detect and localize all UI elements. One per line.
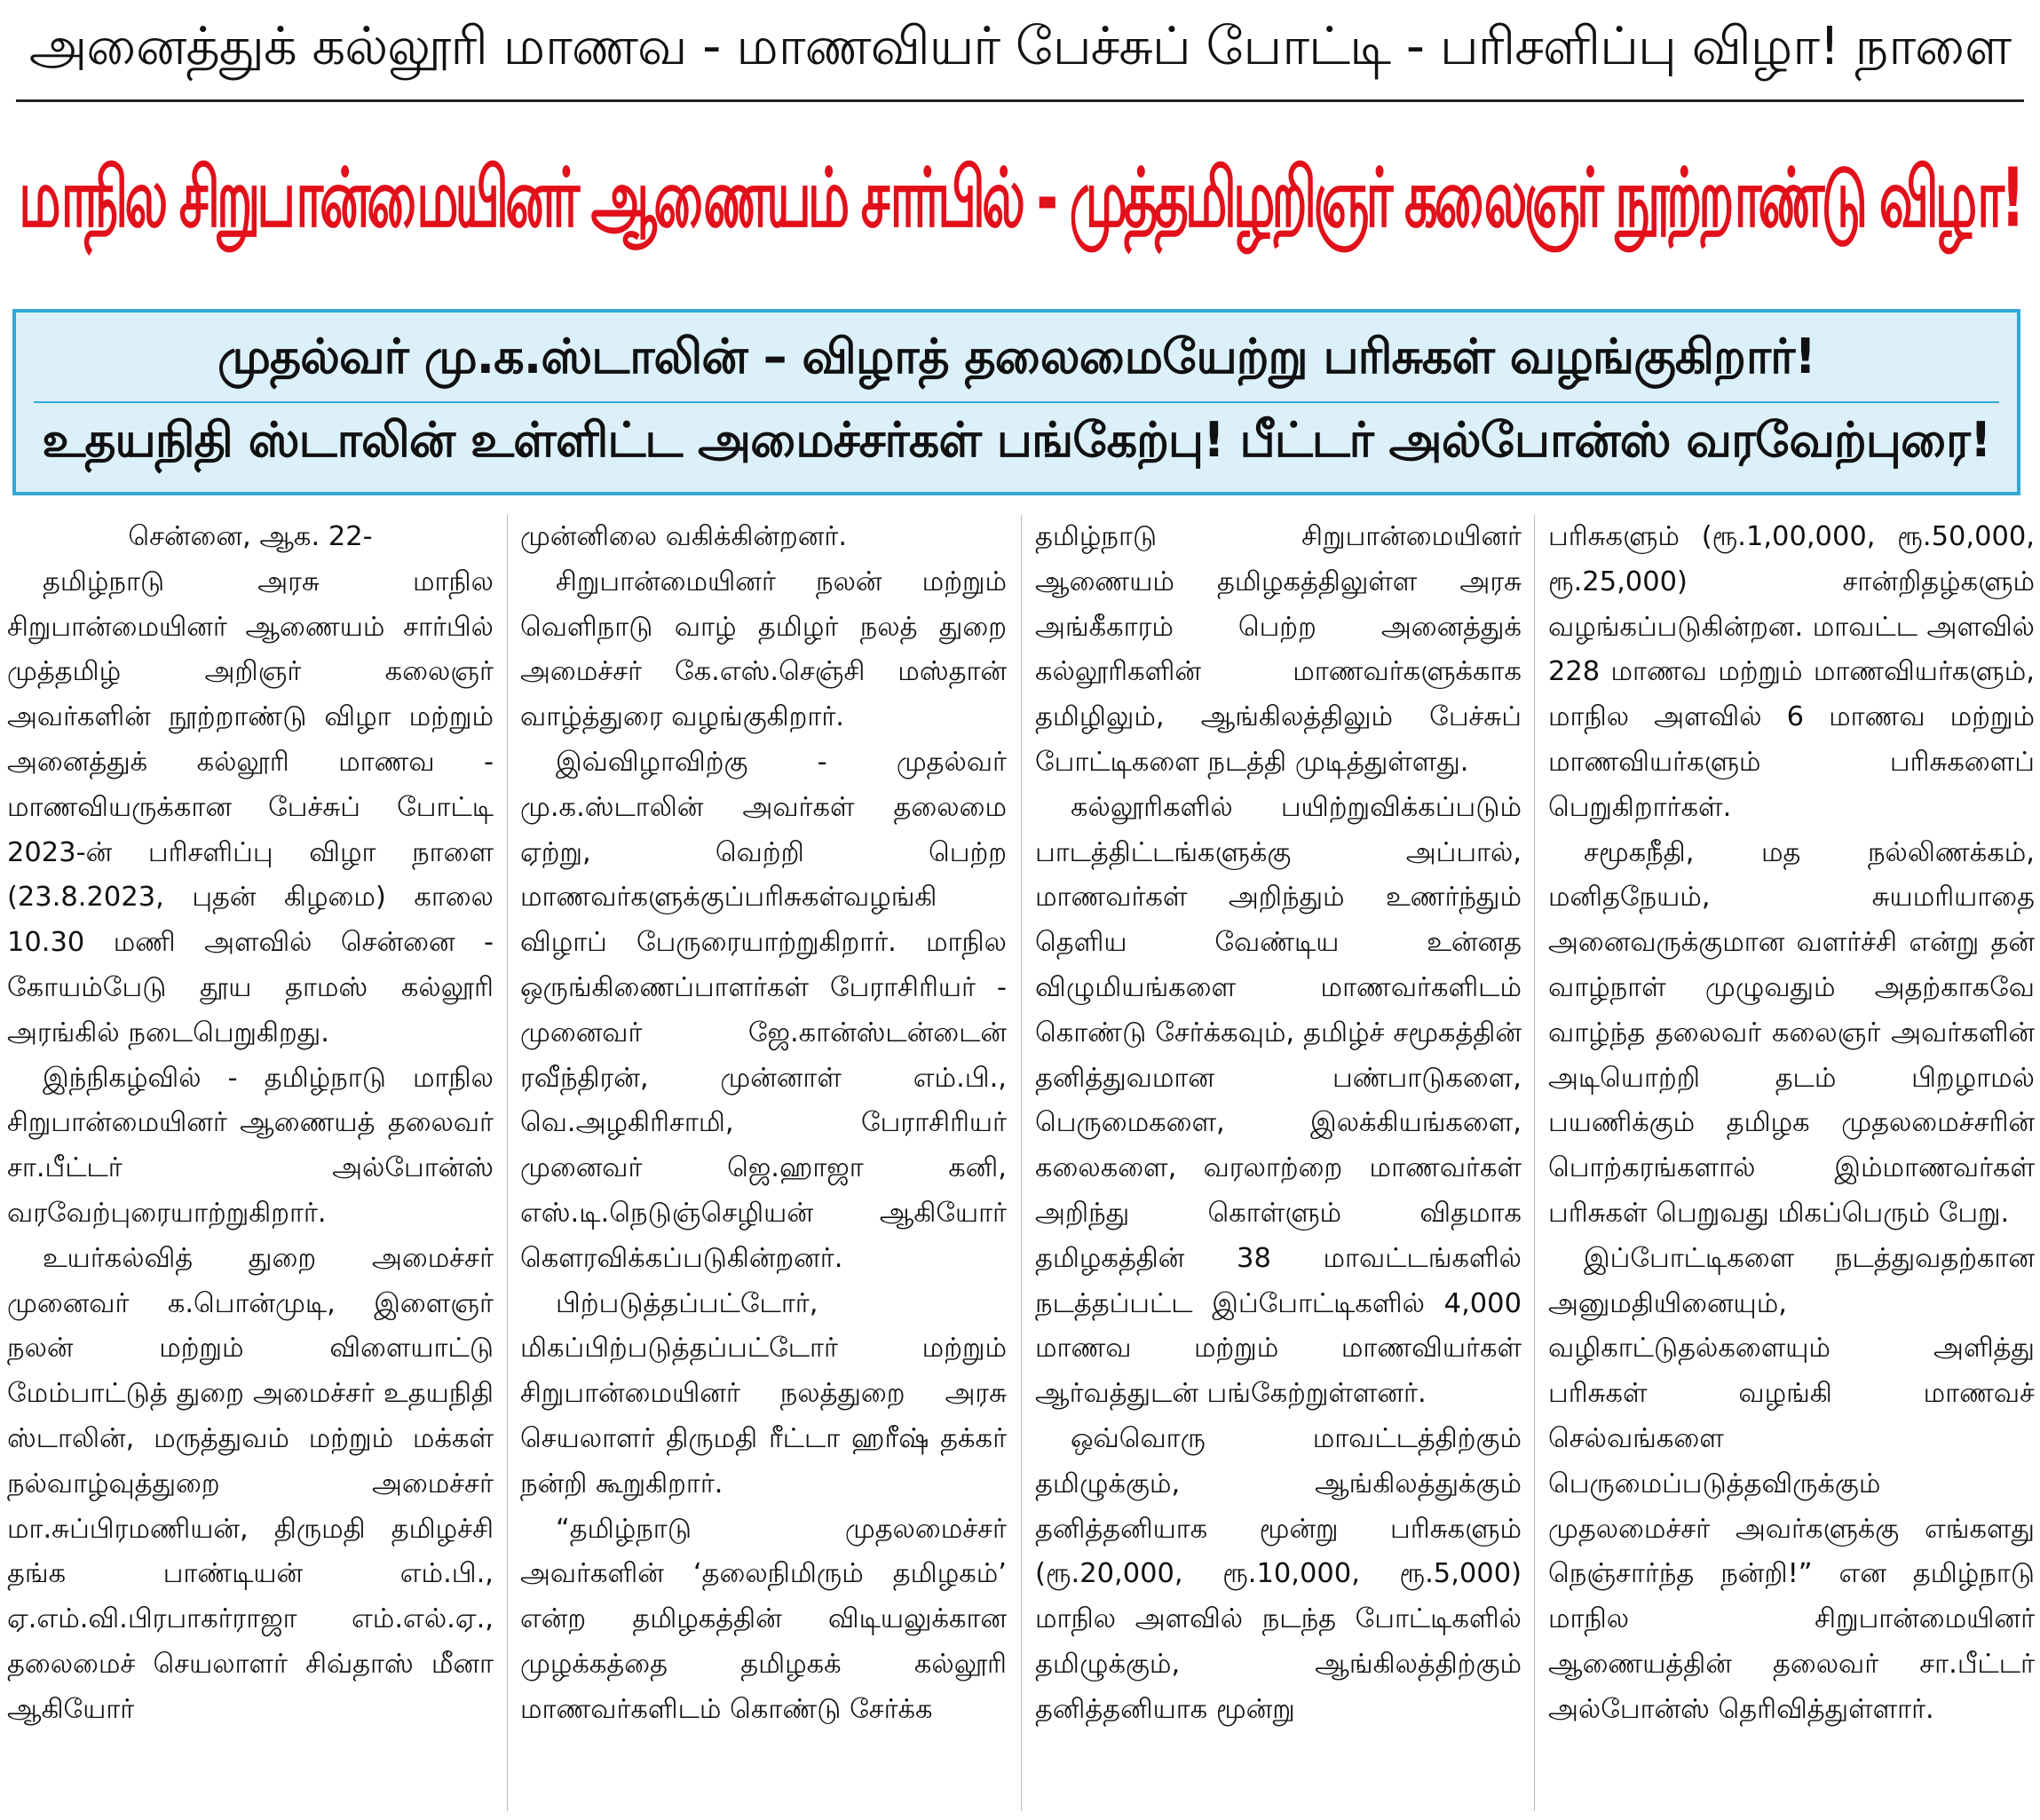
- paragraph: உயர்கல்வித் துறை அமைச்சர் முனைவர் க.பொன்முடி, இளைஞர் நலன் மற்றும் விளையாட்டு மேம்பாட்டுத் துறை அமைச்சர் உதயநிதி ஸ்டாலின், மருத்துவம் மற்றும் மக்கள் நல்வாழ்வுத்துறை அமைச்சர் மா.சுப்பிரமணியன், திருமதி தமிழச்சி தங்க பாண்டியன் எம்.பி., ஏ.எம்.வி.பிரபாகர்ராஜா எம்.எல்.ஏ., தலைமைச் செயலாளர் சிவ்தாஸ் மீனா ஆகியோர்: [7, 1242, 494, 1725]
- paragraph: பிற்படுத்தப்பட்டோர், மிகப்பிற்படுத்தப்பட்டோர் மற்றும் சிறுபான்மையினர் நலத்துறை அரசு செயலாளர் திருமதி ரீட்டா ஹரீஷ் தக்கர் நன்றி கூறுகிறார்.: [520, 1287, 1007, 1500]
- column-divider: [507, 515, 508, 1811]
- subhead-divider: [34, 401, 1999, 403]
- article-column-2: [520, 515, 1007, 1811]
- article-column-4: [1548, 515, 2035, 1811]
- subhead-line-2: உதயநிதி ஸ்டாலின் உள்ளிட்ட அமைச்சர்கள் பங்கேற்பு! பீட்டர் அல்போன்ஸ் வரவேற்புரை!: [42, 412, 1991, 468]
- paragraph: இப்போட்டிகளை நடத்துவதற்கான அனுமதியினையும், வழிகாட்டுதல்களையும் அளித்து பரிசுகள் வழங்கி மாணவச் செல்வங்களை பெருமைப்படுத்தவிருக்கும் முதலமைச்சர் அவர்களுக்கு எங்களது நெஞ்சார்ந்த நன்றி!” என தமிழ்நாடு மாநில சிறுபான்மையினர் ஆணையத்தின் தலைவர் சா.பீட்டர் அல்போன்ஸ் தெரிவித்துள்ளார்.: [1548, 1242, 2035, 1725]
- main-headline: மாநில சிறுபான்மையினர் ஆணையம் சார்பில் - முத்தமிழறிஞர் கலைஞர் நூற்றாண்டு விழா!: [19, 149, 2021, 245]
- article-column-1: [7, 515, 494, 1811]
- paragraph: முன்னிலை வகிக்கின்றனர்.: [520, 521, 848, 552]
- paragraph: பரிசுகளும் (ரூ.1,00,000, ரூ.50,000, ரூ.25,000) சான்றிதழ்களும் வழங்கப்படுகின்றன. மாவட்ட அளவில் 228 மாணவ மற்றும் மாணவியர்களும், மாநில அளவில் 6 மாணவ மற்றும் மாணவியர்களும் பரிசுகளைப் பெறுகிறார்கள்.: [1548, 521, 2035, 823]
- dateline: சென்னை, ஆக. 22-: [128, 521, 373, 552]
- article-column-3: [1035, 515, 1522, 1811]
- column-divider: [1534, 515, 1535, 1811]
- subhead-line-1: முதல்வர் மு.க.ஸ்டாலின் – விழாத் தலைமையேற்று பரிசுகள் வழங்குகிறார்!: [217, 328, 1815, 384]
- paragraph: சிறுபான்மையினர் நலன் மற்றும் வெளிநாடு வாழ் தமிழர் நலத் துறை அமைச்சர் கே.எஸ்.செஞ்சி மஸ்தான் வாழ்த்துரை வழங்குகிறார்.: [520, 566, 1007, 733]
- kicker-headline: அனைத்துக் கல்லூரி மாணவ - மாணவியர் பேச்சுப் போட்டி - பரிசளிப்பு விழா! நாளை: [28, 14, 2012, 76]
- paragraph: இவ்விழாவிற்கு - முதல்வர் மு.க.ஸ்டாலின் அவர்கள் தலைமை ஏற்று, வெற்றி பெற்ற மாணவர்களுக்குப்பரிசுகள்வழங்கி விழாப் பேருரையாற்றுகிறார். மாநில ஒருங்கிணைப்பாளர்கள் பேராசிரியர் - முனைவர் ஜே.கான்ஸ்டன்டைன் ரவீந்திரன், முன்னாள் எம்.பி., வெ.அழகிரிசாமி, பேராசிரியர் முனைவர் ஜெ.ஹாஜா கனி, எஸ்.டி.நெடுஞ்செழியன் ஆகியோர் கௌரவிக்கப்படுகின்றனர்.: [520, 746, 1007, 1274]
- paragraph: தமிழ்நாடு சிறுபான்மையினர் ஆணையம் தமிழகத்திலுள்ள அரசு அங்கீகாரம் பெற்ற அனைத்துக் கல்லூரிகளின் மாணவர்களுக்காக தமிழிலும், ஆங்கிலத்திலும் பேச்சுப் போட்டிகளை நடத்தி முடித்துள்ளது.: [1035, 521, 1522, 778]
- paragraph: “தமிழ்நாடு முதலமைச்சர் அவர்களின் ‘தலைநிமிரும் தமிழகம்’ என்ற தமிழகத்தின் விடியலுக்கான முழக்கத்தை தமிழகக் கல்லூரி மாணவர்களிடம் கொண்டு சேர்க்க: [520, 1513, 1007, 1725]
- paragraph: ஒவ்வொரு மாவட்டத்திற்கும் தமிழுக்கும், ஆங்கிலத்துக்கும் தனித்தனியாக மூன்று பரிசுகளும் (ரூ.20,000, ரூ.10,000, ரூ.5,000) மாநில அளவில் நடந்த போட்டிகளில் தமிழுக்கும், ஆங்கிலத்திற்கும் தனித்தனியாக மூன்று: [1035, 1422, 1522, 1725]
- article-body: [7, 515, 2033, 1811]
- paragraph: தமிழ்நாடு அரசு மாநில சிறுபான்மையினர் ஆணையம் சார்பில் முத்தமிழ் அறிஞர் கலைஞர் அவர்களின் நூற்றாண்டு விழா மற்றும் அனைத்துக் கல்லூரி மாணவ - மாணவியருக்கான பேச்சுப் போட்டி 2023-ன் பரிசளிப்பு விழா நாளை (23.8.2023, புதன் கிழமை) காலை 10.30 மணி அளவில் சென்னை - கோயம்பேடு தூய தாமஸ் கல்லூரி அரங்கில் நடைபெறுகிறது.: [7, 566, 494, 1048]
- paragraph: கல்லூரிகளில் பயிற்றுவிக்கப்படும் பாடத்திட்டங்களுக்கு அப்பால், மாணவர்கள் அறிந்தும் உணர்ந்தும் தெளிய வேண்டிய உன்னத விழுமியங்களை மாணவர்களிடம் கொண்டு சேர்க்கவும், தமிழ்ச் சமூகத்தின் தனித்துவமான பண்பாடுகளை, பெருமைகளை, இலக்கியங்களை, கலைகளை, வரலாற்றை மாணவர்கள் அறிந்து கொள்ளும் விதமாக தமிழகத்தின் 38 மாவட்டங்களில் நடத்தப்பட்ட இப்போட்டிகளில் 4,000 மாணவ மற்றும் மாணவியர்கள் ஆர்வத்துடன் பங்கேற்றுள்ளனர்.: [1035, 791, 1522, 1410]
- paragraph: சமூகநீதி, மத நல்லிணக்கம், மனிதநேயம், சுயமரியாதை அனைவருக்குமான வளர்ச்சி என்று தன் வாழ்நாள் முழுவதும் அதற்காகவே வாழ்ந்த தலைவர் கலைஞர் அவர்களின் அடியொற்றி தடம் பிறழாமல் பயணிக்கும் தமிழக முதலமைச்சரின் பொற்கரங்களால் இம்மாணவர்கள் பரிசுகள் பெறுவது மிகப்பெரும் பேறு.: [1548, 836, 2035, 1229]
- paragraph: இந்நிகழ்வில் - தமிழ்நாடு மாநில சிறுபான்மையினர் ஆணையத் தலைவர் சா.பீட்டர் அல்போன்ஸ் வரவேற்புரையாற்றுகிறார்.: [7, 1062, 494, 1229]
- subhead-box: [12, 309, 2020, 495]
- column-divider: [1021, 515, 1022, 1811]
